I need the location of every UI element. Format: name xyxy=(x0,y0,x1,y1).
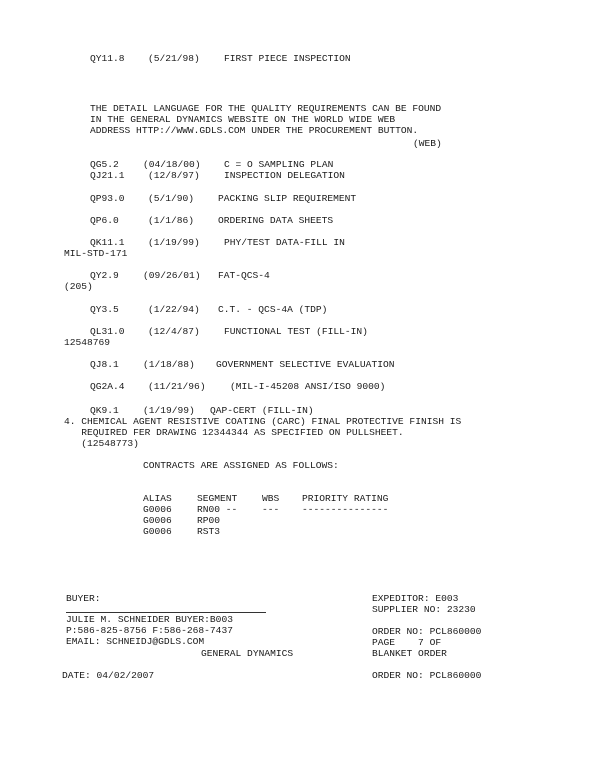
item-desc: FIRST PIECE INSPECTION xyxy=(224,53,351,64)
contracts-row-segment: RST3 xyxy=(197,526,221,537)
item-date: (12/8/97) xyxy=(148,170,200,181)
item-desc: C.T. - QCS-4A (TDP) xyxy=(218,304,328,315)
web-note-line: IN THE GENERAL DYNAMICS WEBSITE ON THE WORLD WIDE WEB xyxy=(90,114,396,125)
order-number-repeat: ORDER NO: PCL860000 xyxy=(372,670,482,681)
item-continuation: 12548769 xyxy=(64,337,111,348)
order-date: DATE: 04/02/2007 xyxy=(62,670,155,681)
note-4-line: REQUIRED FER DRAWING 12344344 AS SPECIFIED ON PULLSHEET. xyxy=(64,427,404,438)
item-desc: ORDERING DATA SHEETS xyxy=(218,215,334,226)
buyer-phone: P:586-825-8756 F:586-268-7437 xyxy=(66,625,233,636)
item-date: (12/4/87) xyxy=(148,326,200,337)
item-code: QG2A.4 xyxy=(90,381,125,392)
buyer-email: EMAIL: SCHNEIDJ@GDLS.COM xyxy=(66,636,205,647)
item-code: QY2.9 xyxy=(90,270,119,281)
web-tag: (WEB) xyxy=(413,138,442,149)
web-note-line: THE DETAIL LANGUAGE FOR THE QUALITY REQUIREMENTS CAN BE FOUND xyxy=(90,103,442,114)
contracts-row-alias: G0006 xyxy=(143,515,172,526)
item-desc: C = O SAMPLING PLAN xyxy=(224,159,334,170)
item-desc: INSPECTION DELEGATION xyxy=(224,170,345,181)
item-desc: PHY/TEST DATA-FILL IN xyxy=(224,237,345,248)
item-code: QY11.8 xyxy=(90,53,125,64)
item-date: (04/18/00) xyxy=(143,159,201,170)
item-code: QY3.5 xyxy=(90,304,119,315)
item-date: (1/1/86) xyxy=(148,215,195,226)
item-desc: (MIL-I-45208 ANSI/ISO 9000) xyxy=(230,381,386,392)
contracts-header-alias: ALIAS xyxy=(143,493,172,504)
note-4-line: 4. CHEMICAL AGENT RESISTIVE COATING (CARC) FINAL PROTECTIVE FINISH IS xyxy=(64,416,462,427)
item-date: (09/26/01) xyxy=(143,270,201,281)
contracts-header-rule: --------------- xyxy=(302,504,389,515)
contracts-header-wbs: WBS xyxy=(262,493,280,504)
note-4-line: (12548773) xyxy=(64,438,139,449)
item-date: (1/22/94) xyxy=(148,304,200,315)
page-number: PAGE 7 OF xyxy=(372,637,442,648)
contracts-header-rule: --- xyxy=(262,504,280,515)
order-number: ORDER NO: PCL860000 xyxy=(372,626,482,637)
item-code: QL31.0 xyxy=(90,326,125,337)
item-code: QK11.1 xyxy=(90,237,125,248)
item-date: (1/19/99) xyxy=(148,237,200,248)
web-note-line: ADDRESS HTTP://WWW.GDLS.COM UNDER THE PROCUREMENT BUTTON. xyxy=(90,125,419,136)
contracts-row-alias: G0006 xyxy=(143,526,172,537)
contracts-row-segment: RP00 xyxy=(197,515,221,526)
item-date: (1/19/99) xyxy=(143,405,195,416)
buyer-signature-line xyxy=(66,612,266,613)
item-continuation: MIL-STD-171 xyxy=(64,248,128,259)
item-code: QG5.2 xyxy=(90,159,119,170)
item-date: (1/18/88) xyxy=(143,359,195,370)
item-code: QP6.0 xyxy=(90,215,119,226)
contracts-header-priority: PRIORITY RATING xyxy=(302,493,389,504)
contracts-row-alias: G0006 xyxy=(143,504,172,515)
item-desc: PACKING SLIP REQUIREMENT xyxy=(218,193,357,204)
item-date: (5/21/98) xyxy=(148,53,200,64)
contracts-heading: CONTRACTS ARE ASSIGNED AS FOLLOWS: xyxy=(143,460,339,471)
item-continuation: (205) xyxy=(64,281,93,292)
blanket-order: BLANKET ORDER xyxy=(372,648,447,659)
buyer-name: JULIE M. SCHNEIDER BUYER:B003 xyxy=(66,614,233,625)
buyer-label: BUYER: xyxy=(66,593,101,604)
item-code: QP93.0 xyxy=(90,193,125,204)
item-code: QK9.1 xyxy=(90,405,119,416)
item-desc: GOVERNMENT SELECTIVE EVALUATION xyxy=(216,359,395,370)
item-desc: QAP-CERT (FILL-IN) xyxy=(210,405,314,416)
contracts-header-segment: SEGMENT xyxy=(197,493,238,504)
item-date: (5/1/90) xyxy=(148,193,195,204)
contracts-header-rule: RN00 -- xyxy=(197,504,238,515)
item-desc: FUNCTIONAL TEST (FILL-IN) xyxy=(224,326,368,337)
item-date: (11/21/96) xyxy=(148,381,206,392)
expeditor: EXPEDITOR: E003 xyxy=(372,593,459,604)
company-name: GENERAL DYNAMICS xyxy=(201,648,294,659)
item-code: QJ21.1 xyxy=(90,170,125,181)
supplier-number: SUPPLIER NO: 23230 xyxy=(372,604,476,615)
item-desc: FAT-QCS-4 xyxy=(218,270,270,281)
item-code: QJ8.1 xyxy=(90,359,119,370)
